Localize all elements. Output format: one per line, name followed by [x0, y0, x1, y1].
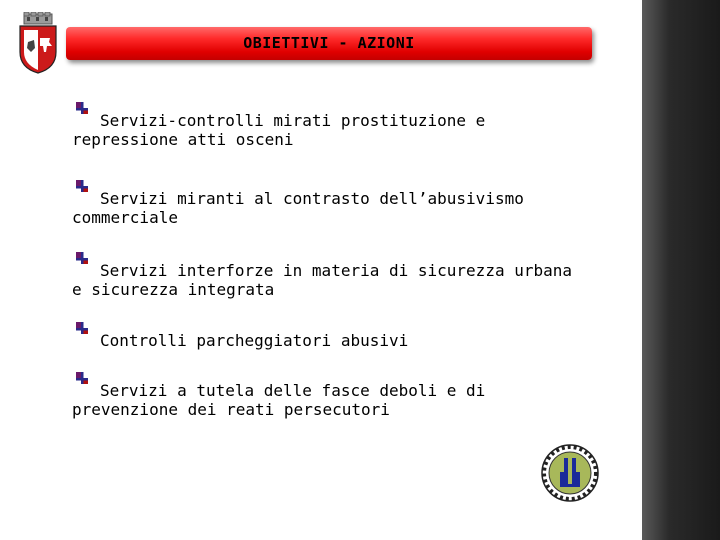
bullet-text: Controlli parcheggiatori abusivi: [100, 331, 409, 350]
list-item: [72, 173, 574, 243]
police-badge-icon: [541, 444, 599, 502]
page-title: OBIETTIVI - AZIONI: [243, 34, 415, 52]
list-item: [72, 95, 574, 165]
bullet-icon: [76, 252, 88, 264]
bullet-icon: [76, 180, 88, 192]
bullet-icon: [76, 322, 88, 334]
list-item: [72, 315, 574, 366]
list-item: [72, 245, 574, 315]
bullet-text: Servizi miranti al contrasto dell’abusivismo commerciale: [72, 189, 524, 227]
bullet-icon: [76, 102, 88, 114]
bullet-icon: [76, 372, 88, 384]
crest-icon: [16, 12, 60, 74]
bullet-text: Servizi-controlli mirati prostituzione e repressione atti osceni: [72, 111, 486, 149]
list-item: [72, 365, 574, 435]
bullet-text: Servizi interforze in materia di sicurezza urbana e sicurezza integrata: [72, 261, 573, 299]
sidebar-decoration: [642, 0, 720, 540]
bullet-text: Servizi a tutela delle fasce deboli e di prevenzione dei reati persecutori: [72, 381, 486, 419]
